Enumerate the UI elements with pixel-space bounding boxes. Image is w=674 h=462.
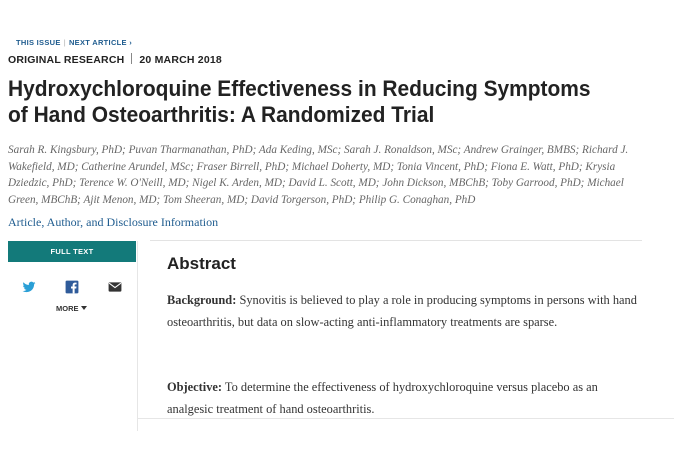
nav-separator: |	[63, 38, 66, 47]
email-icon[interactable]	[108, 280, 122, 294]
content-divider	[150, 240, 642, 241]
background-text: Synovitis is believed to play a role in producing symptoms in persons with hand osteoarthritis, but data on slow-acting anti-inflammatory treatments are sparse.	[167, 293, 637, 329]
publication-date: 20 MARCH 2018	[139, 54, 222, 66]
article-meta	[8, 53, 222, 66]
next-article-link[interactable]: NEXT ARTICLE ›	[68, 38, 133, 47]
background-label: Background:	[167, 293, 237, 307]
twitter-icon[interactable]	[22, 280, 36, 294]
more-share-button[interactable]	[56, 304, 87, 313]
full-text-button[interactable]: FULL TEXT	[8, 241, 136, 262]
author-list: Sarah R. Kingsbury, PhD; Puvan Tharmanathan, PhD; Ada Keding, MSc; Sarah J. Ronaldson, MSc; Andrew Grainger, BMBS; Richard J. Wakefield, MD; Catherine Arundel, MSc; Fraser Birrell, PhD; Michael Doherty, MD; Tonia Vincent, PhD; Fiona E. Watt, PhD; Krysia Dziedzic, PhD; Terence W. O'Neill, MD; Nigel K. Arden, MD; David L. Scott, MD; John Dickson, MBChB; Toby Garrood, PhD; Michael Green, MBChB; Ajit Menon, MD; Tom Sheeran, MD; David Torgerson, PhD; Philip G. Conaghan, PhD	[8, 144, 629, 206]
more-label: MORE	[56, 304, 79, 313]
caret-down-icon	[81, 306, 87, 310]
article-type: ORIGINAL RESEARCH	[8, 54, 125, 66]
sidebar-divider	[137, 241, 138, 431]
meta-divider	[131, 53, 132, 64]
this-issue-link[interactable]: THIS ISSUE	[16, 38, 61, 47]
issue-nav	[16, 38, 132, 47]
article-info-link[interactable]: Article, Author, and Disclosure Information	[8, 215, 219, 229]
facebook-icon[interactable]	[65, 280, 79, 294]
objective-text: To determine the effectiveness of hydroxychloroquine versus placebo as an analgesic treatment of hand osteoarthritis.	[167, 380, 598, 416]
article-title: Hydroxychloroquine Effectiveness in Reducing Symptoms of Hand Osteoarthritis: A Randomized Trial	[8, 76, 591, 127]
abstract-objective	[167, 377, 647, 420]
abstract-background	[167, 290, 647, 333]
abstract-heading: Abstract	[167, 254, 236, 273]
objective-label: Objective:	[167, 380, 223, 394]
